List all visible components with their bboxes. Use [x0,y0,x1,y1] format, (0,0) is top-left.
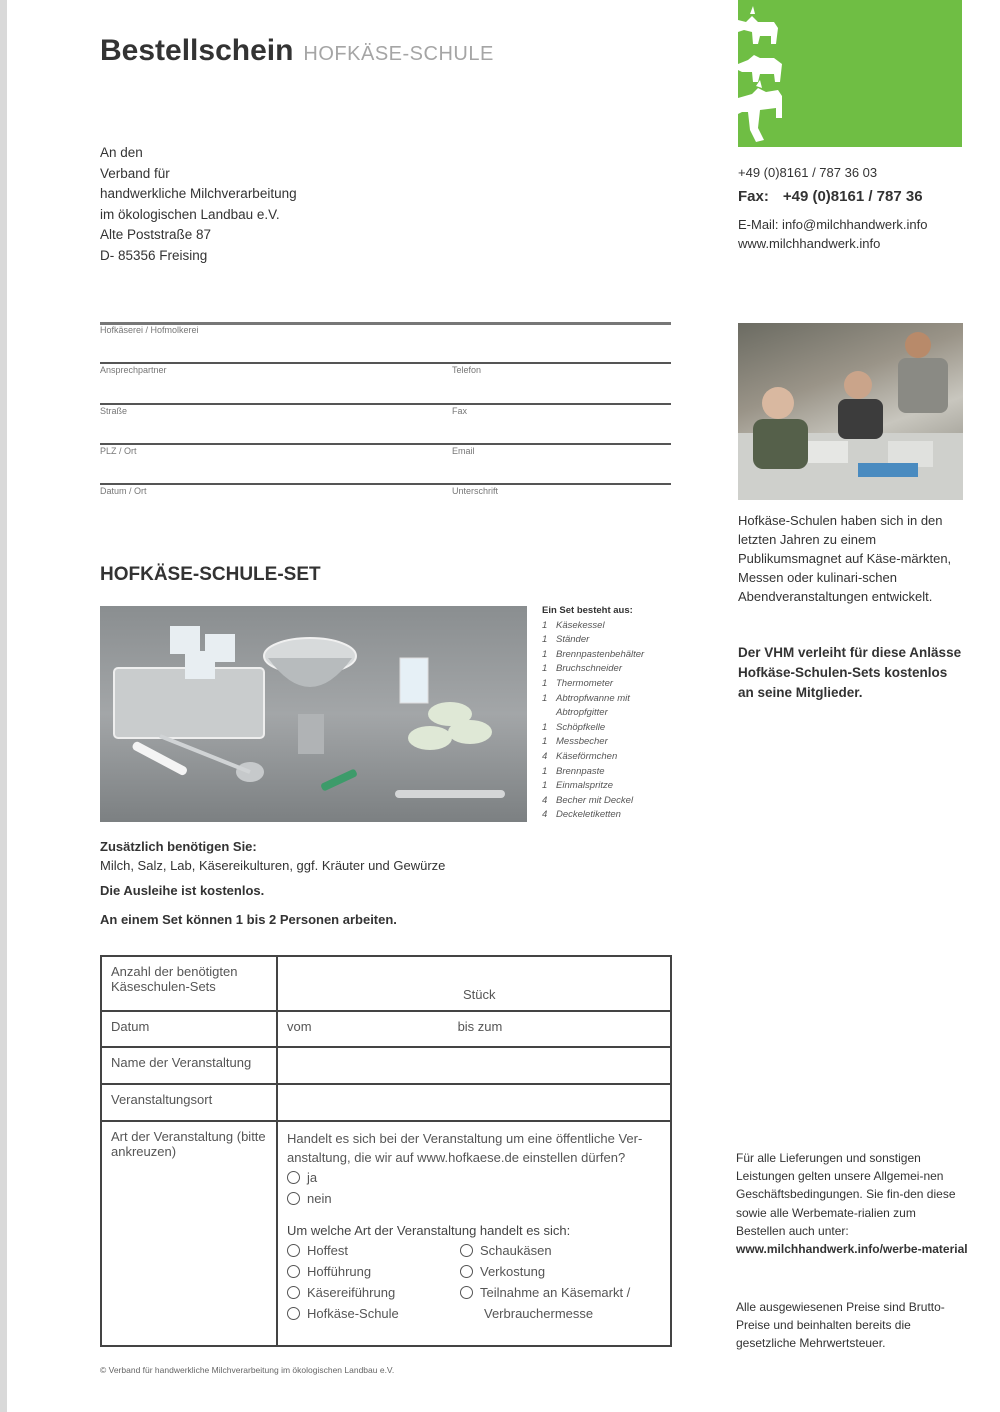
radio-no[interactable]: nein [287,1188,661,1209]
fax-line [738,188,928,205]
loan-note: Die Ausleihe ist kostenlos. [100,883,265,898]
quantity-cell[interactable] [277,956,671,1011]
radio-circle-icon[interactable] [287,1171,300,1184]
form-line [100,483,671,485]
cheese-set-photo [100,606,527,822]
radio-kaesereifuehrung[interactable]: Käsereiführung [287,1282,460,1303]
address-line: im ökologischen Landbau e.V. [100,206,280,222]
terms-note [736,1149,968,1258]
list-item: 1 Schöpfkelle [542,721,606,733]
field-label-telefon: Telefon [452,365,482,375]
list-item: 1 Messbecher [542,736,608,748]
radio-schaukaesen[interactable]: Schaukäsen [460,1240,630,1261]
field-label-email: Email [452,446,475,456]
address-line: handwerkliche Milchverarbeitung [100,186,297,201]
radio-circle-icon[interactable] [287,1286,300,1299]
field-label-fax: Fax [452,406,468,416]
phone-number: +49 (0)8161 / 787 36 03 [738,165,878,180]
date-to-label: bis zum [457,1019,503,1034]
form-line [100,443,671,445]
additional-requirements [100,837,445,875]
radio-hofkaese-schule[interactable]: Hofkäse-Schule [287,1303,460,1324]
field-label-unterschrift: Unterschrift [452,486,499,496]
radio-kaesemarkt[interactable]: Teilnahme an Käsemarkt / [460,1282,630,1303]
radio-hoffuehrung[interactable]: Hofführung [287,1261,460,1282]
list-item: 1 Einmalspritze [542,780,614,792]
sidebar-highlight: Der VHM verleiht für diese Anlässe Hofkäse-Schulen-Sets kostenlos an seine Mitglieder. [738,645,962,700]
terms-text: Für alle Lieferungen und sonstigen Leistungen gelten unsere Allgemei-nen Geschäftsbedingungen. Sie fin-den diese sowie alle Werbemate-rialien zum Bestellen auch unter: [736,1151,956,1238]
event-type-options [287,1240,661,1324]
cheese-school-photo [738,323,963,500]
table-row [101,1011,671,1047]
table-row [101,1084,671,1121]
row-label-event-name: Name der Veranstaltung [101,1047,277,1084]
page-title [100,34,494,68]
terms-link[interactable]: www.milchhandwerk.info/werbe-material [736,1242,968,1257]
email-website [738,215,928,253]
form-line [100,403,671,405]
set-contents-list [542,604,682,823]
unit-label: Stück [463,987,496,1002]
radio-yes[interactable]: ja [287,1167,661,1188]
event-type-question: Um welche Art der Veranstaltung handelt es sich: [287,1223,571,1238]
order-table [100,955,672,1347]
form-line [100,362,671,364]
public-event-question: Handelt es sich bei der Veranstaltung um eine öffentliche Ver-anstaltung, die wir auf www.hofkaese.de einstellen dürfen? [287,1131,643,1165]
list-item: 4 Deckeletiketten [542,809,621,821]
list-item: 1 Bruchschneider [542,663,623,675]
address-line: Alte Poststraße 87 [100,227,212,242]
cheese-set-equipment-image [100,606,527,822]
date-from-label: vom [287,1019,312,1034]
radio-circle-icon[interactable] [287,1244,300,1257]
event-type-cell [277,1121,671,1346]
field-label-plz: PLZ / Ort [100,446,137,456]
title-text: Bestellschein [100,34,294,67]
persons-note: An einem Set können 1 bis 2 Personen arbeiten. [100,912,397,927]
radio-circle-icon[interactable] [460,1286,473,1299]
people-making-cheese-image [738,323,963,500]
radio-hoffest[interactable]: Hoffest [287,1240,460,1261]
field-label-ansprechpartner: Ansprechpartner [100,365,167,375]
event-location-cell[interactable] [277,1084,671,1121]
copyright-note: © Verband für handwerkliche Milchverarbeitung im ökologischen Landbau e.V. [100,1365,395,1375]
recipient-address [100,143,297,266]
contact-info [738,165,928,253]
address-line: Verband für [100,165,170,181]
list-item: 1 Thermometer [542,677,614,689]
address-line: An den [100,145,143,160]
brand-logo-box [738,0,962,147]
table-row [101,1047,671,1084]
address-line: D- 85356 Freising [100,247,208,263]
date-cell[interactable] [277,1011,671,1047]
set-list-heading: Ein Set besteht aus: [542,605,633,616]
radio-verkostung[interactable]: Verkostung [460,1261,630,1282]
goat-sheep-cow-logo-icon [738,0,962,147]
list-item: 1 Abtropfwanne mit Abtropfgitter [542,692,630,719]
list-item: 1 Käsekessel [542,619,605,631]
radio-circle-icon[interactable] [287,1265,300,1278]
page-edge [0,0,7,1412]
email-address[interactable]: E-Mail: info@milchhandwerk.info [738,217,928,232]
field-label-hofkaeserei: Hofkäserei / Hofmolkerei [100,325,199,335]
fax-number: +49 (0)8161 / 787 36 [782,188,923,205]
field-label-strasse: Straße [100,406,128,416]
row-label-event-type: Art der Veranstaltung (bitte ankreuzen) [101,1121,277,1346]
list-item: 4 Becher mit Deckel [542,794,634,806]
list-item: 4 Käseförmchen [542,750,618,762]
row-label-event-location: Veranstaltungsort [101,1084,277,1121]
set-heading: HOFKÄSE-SCHULE-SET [100,564,321,585]
radio-circle-icon[interactable] [460,1244,473,1257]
radio-circle-icon[interactable] [287,1307,300,1320]
website-link[interactable]: www.milchhandwerk.info [738,236,881,251]
fax-label: Fax: [738,188,769,205]
sidebar-description: Hofkäse-Schulen haben sich in den letzten Jahren zu einem Publikumsmagnet auf Käse-märkten, Messen oder kulinari-schen Abendveranstaltungen entwickelt. [738,513,952,604]
list-item: 1 Brennpastenbehälter [542,648,645,660]
list-item: 1 Ständer [542,634,590,646]
radio-circle-icon[interactable] [287,1192,300,1205]
row-label-quantity: Anzahl der benötigten Käseschulen-Sets [101,956,277,1011]
list-item: 1 Brennpaste [542,765,605,777]
row-label-date: Datum [101,1011,277,1047]
table-row [101,1121,671,1346]
event-name-cell[interactable] [277,1047,671,1084]
extra-text: Milch, Salz, Lab, Käsereikulturen, ggf. Kräuter und Gewürze [100,858,446,873]
extra-label: Zusätzlich benötigen Sie: [100,839,257,854]
field-label-datum: Datum / Ort [100,486,147,496]
table-row [101,956,671,1011]
kaesemarkt-continuation: Verbrauchermesse [484,1306,594,1321]
radio-circle-icon[interactable] [460,1265,473,1278]
title-subtitle: HOFKÄSE-SCHULE [303,43,494,65]
prices-note: Alle ausgewiesenen Preise sind Brutto-Preise und beinhalten bereits die gesetzliche Mehrwertsteuer. [736,1300,945,1351]
